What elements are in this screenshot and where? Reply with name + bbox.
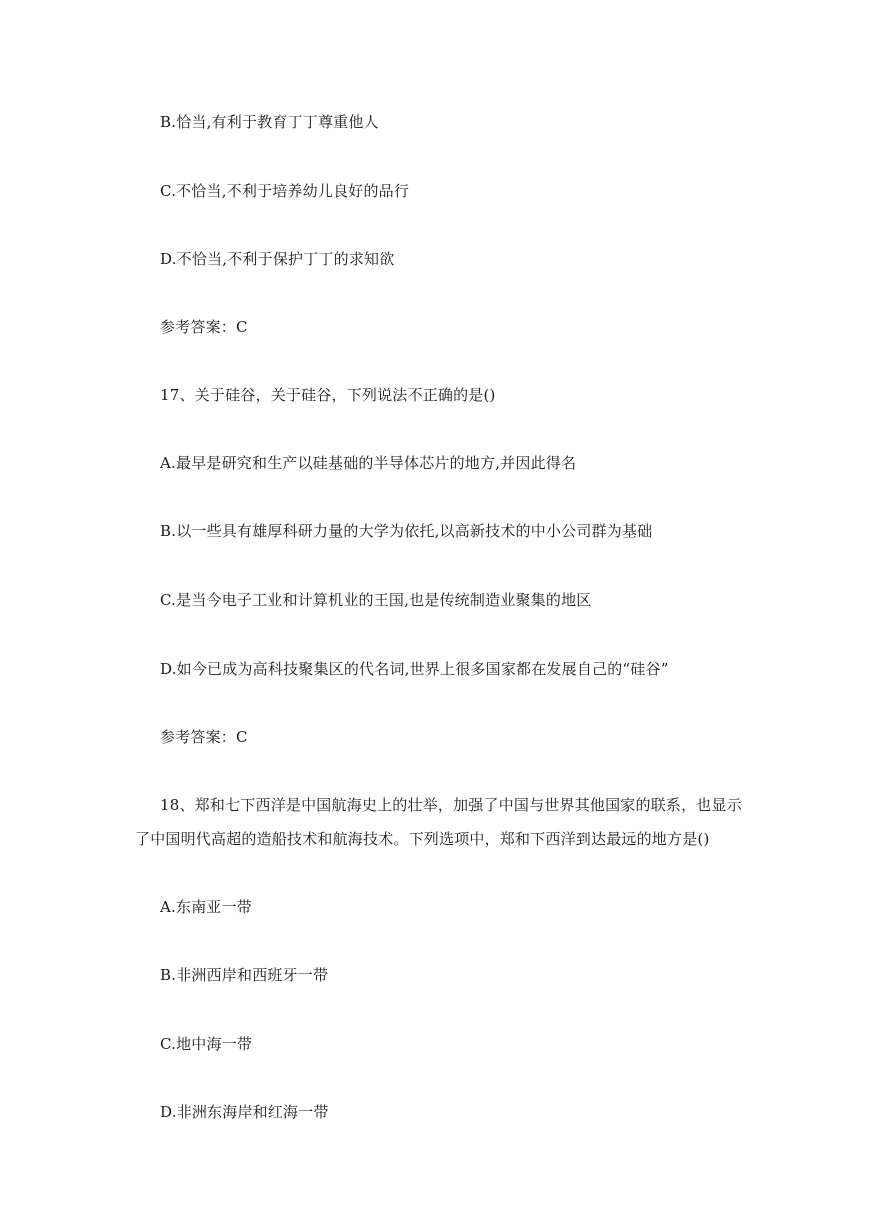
q17-stem: 17、关于硅谷，关于硅谷，下列说法不正确的是() — [160, 386, 496, 404]
q17-option-b: B.以一些具有雄厚科研力量的大学为依托,以高新技术的中小公司群为基础 — [160, 522, 653, 540]
q17-option-a: A.最早是研究和生产以硅基础的半导体芯片的地方,并因此得名 — [160, 454, 577, 472]
q16-option-c: C.不恰当,不利于培养幼儿良好的品行 — [160, 182, 410, 200]
q16-option-d: D.不恰当,不利于保护丁丁的求知欲 — [160, 250, 395, 268]
q18-stem-line1: 18、郑和七下西洋是中国航海史上的壮举，加强了中国与世界其他国家的联系，也显示 — [160, 796, 742, 814]
q18-option-d: D.非洲东海岸和红海一带 — [160, 1103, 329, 1121]
q16-option-b: B.恰当,有利于教育丁丁尊重他人 — [160, 113, 379, 131]
q16-answer: 参考答案：C — [160, 318, 248, 336]
q18-option-a: A.东南亚一带 — [160, 898, 253, 916]
q17-option-c: C.是当今电子工业和计算机业的王国,也是传统制造业聚集的地区 — [160, 591, 592, 609]
q17-option-d: D.如今已成为高科技聚集区的代名词,世界上很多国家都在发展自己的“硅谷” — [160, 660, 669, 678]
q18-stem-line2: 了中国明代高超的造船技术和航海技术。下列选项中，郑和下西洋到达最远的地方是() — [135, 830, 710, 848]
q18-option-b: B.非洲西岸和西班牙一带 — [160, 966, 329, 984]
q17-answer: 参考答案：C — [160, 728, 248, 746]
q18-option-c: C.地中海一带 — [160, 1035, 253, 1053]
